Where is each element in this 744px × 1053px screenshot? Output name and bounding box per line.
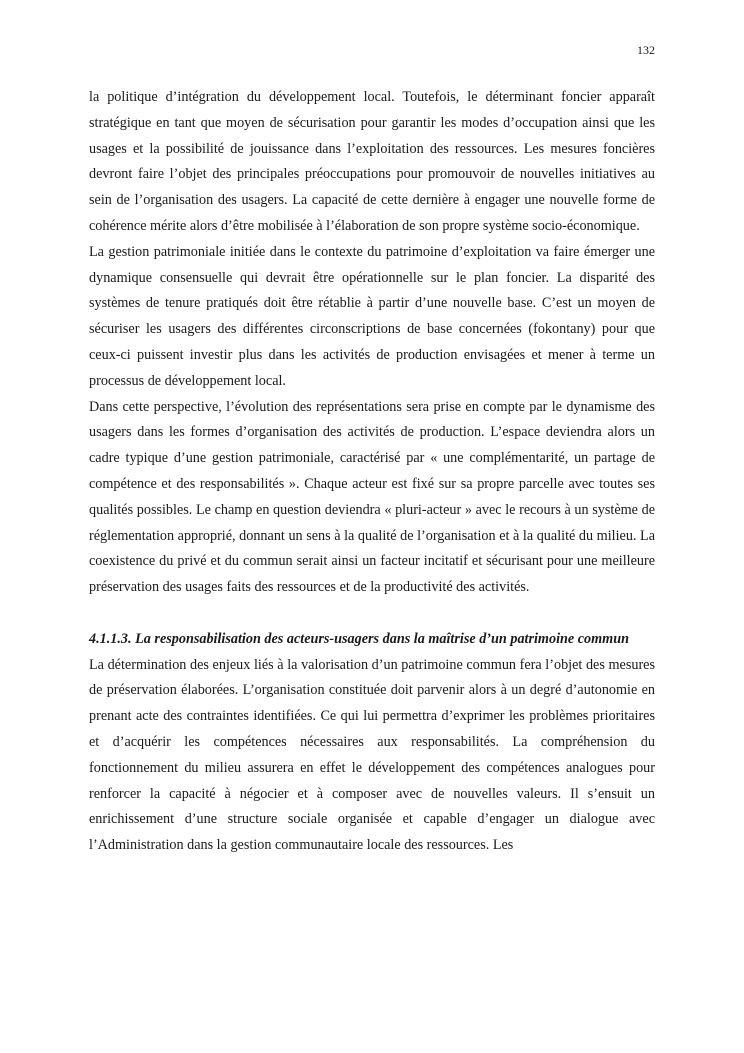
paragraph-section-body: La détermination des enjeux liés à la valorisation d’un patrimoine commun fera l’objet des mesures de préservation élaborées. L’organisation constituée doit parvenir alors à un degré d’autonomie en prenant acte des contraintes identifiées. Ce qui lui permettra d’exprimer les problèmes prioritaires et d’acquérir les compétences nécessaires aux responsabilités. La compréhension du fonctionnement du milieu assurera en effet le développement des compétences analogues pour renforcer la capacité à négocier et à composer avec de nouvelles valeurs. Il s’ensuit un enrichissement d’une structure sociale organisée et capable d’engager un dialogue avec l’Administration dans la gestion communautaire locale des ressources. Les: [89, 656, 655, 854]
paragraph-perspective: Dans cette perspective, l’évolution des représentations sera prise en compte par le dynamisme des usagers dans les formes d’organisation des activités de production. L’espace deviendra alors un cadre typique d’une gestion patrimoniale, caractérisé par « une complémentarité, un partage de compétence et des responsabilités ». Chaque acteur est fixé sur sa propre parcelle avec toutes ses qualités possibles. Le champ en question deviendra « pluri-acteur » avec le recours à un système de réglementation approprié, donnant un sens à la qualité de l’organisation et à la qualité du milieu. La coexistence du privé et du commun serait ainsi un facteur incitatif et sécurisant pour une meilleure préservation des usages faits des ressources et de la productivité des activités.: [89, 398, 655, 596]
paragraph-land-tenure: la politique d’intégration du développement local. Toutefois, le déterminant foncier apparaît stratégique en tant que moyen de sécurisation pour garantir les modes d’occupation ainsi que les usages et la possibilité de jouissance dans l’exploitation des ressources. Les mesures foncières devront faire l’objet des principales préoccupations pour promouvoir de nouvelles initiatives au sein de l’organisation des usagers. La capacité de cette dernière à engager une nouvelle forme de cohérence mérite alors d’être mobilisée à l’élaboration de son propre système socio-économique.: [89, 89, 655, 234]
paragraph-heritage-management: La gestion patrimoniale initiée dans le contexte du patrimoine d’exploitation va faire émerger une dynamique consensuelle qui devrait être opérationnelle sur le plan foncier. La disparité des systèmes de tenure pratiqués doit être rétablie à partir d’une nouvelle base. C’est un moyen de sécuriser les usagers des différentes circonscriptions de base concernées (fokontany) pour que ceux-ci puissent investir plus dans les activités de production envisagées et mener à terme un processus de développement local.: [89, 243, 655, 389]
section-heading: 4.1.1.3. La responsabilisation des acteurs-usagers dans la maîtrise d’un patrimoine commun: [89, 630, 629, 647]
page-body: [89, 85, 655, 859]
page-number: 132: [637, 43, 655, 57]
